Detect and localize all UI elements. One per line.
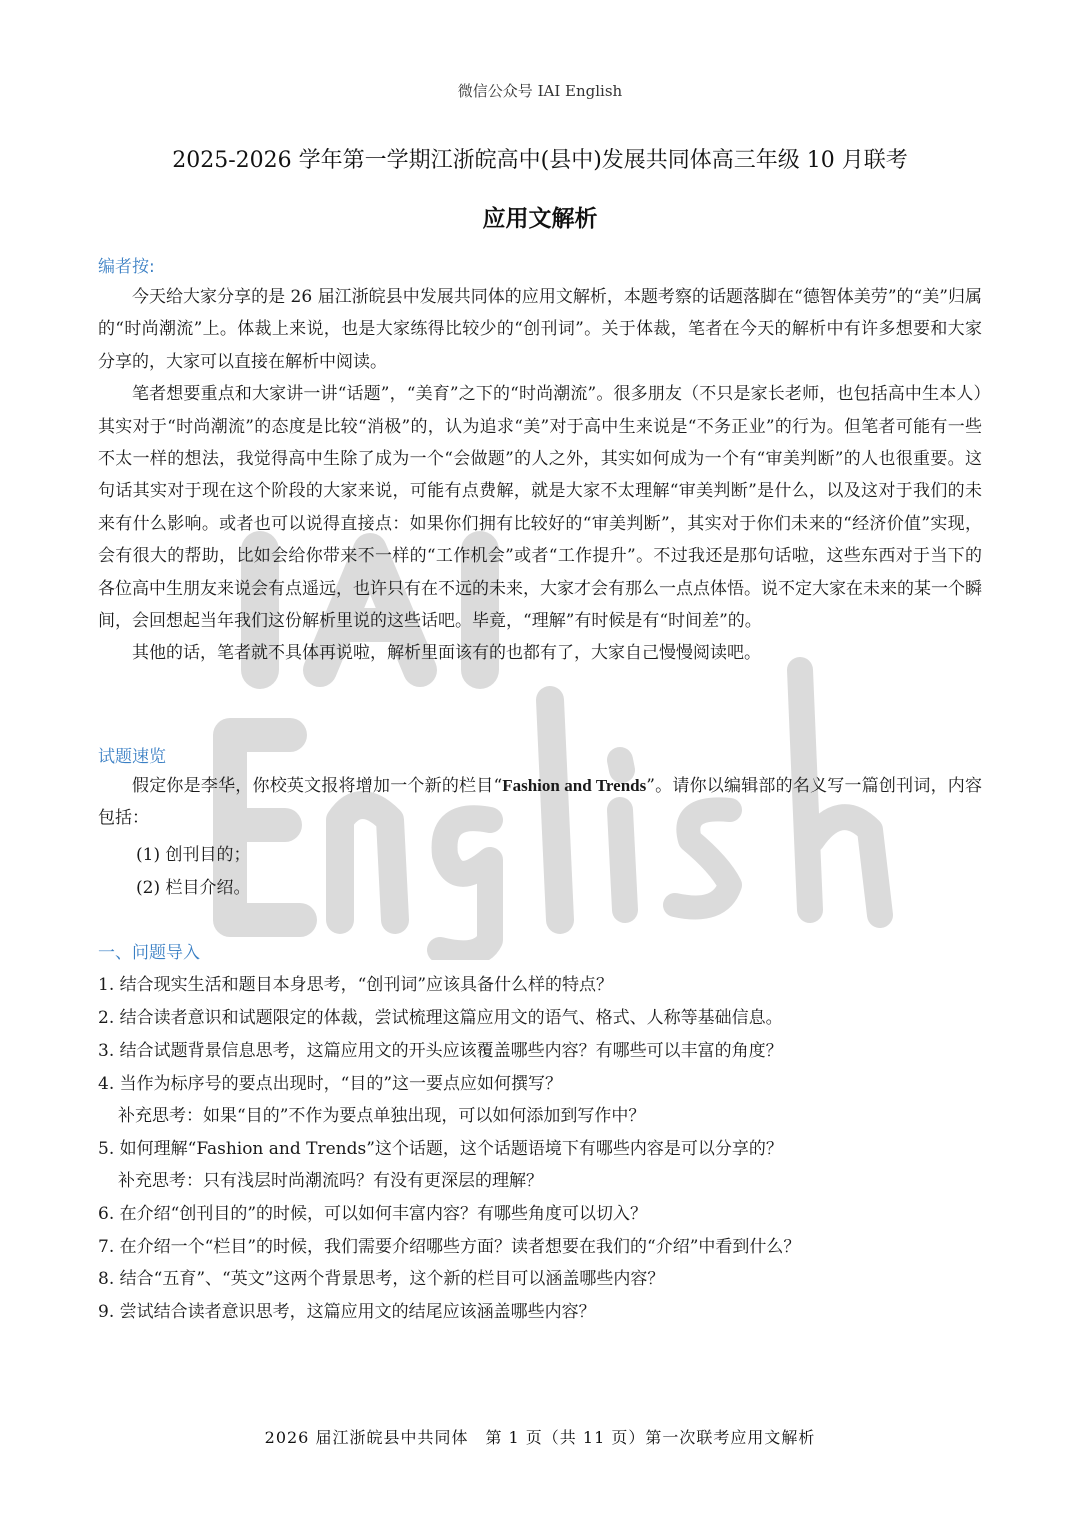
prompt-text: 假定你是李华，你校英文报将增加一个新的栏目“ [132,776,503,796]
question-item: 1. 结合现实生活和题目本身思考，“创刊词”应该具备什么样的特点？ [98,975,614,995]
question-item: 3. 结合试题背景信息思考，这篇应用文的开头应该覆盖哪些内容？有哪些可以丰富的角度？ [98,1041,783,1061]
question-item: 4. 当作为标序号的要点出现时，“目的”这一要点应如何撰写？ [98,1074,563,1094]
editor-note-paragraph: 今天给大家分享的是 26 届江浙皖县中发展共同体的应用文解析，本题考察的话题落脚在“德智体美劳”的“美”归属的“时尚潮流”上。体裁上来说，也是大家练得比较少的“创刊词”。关于体裁，笔者在今天的解析中有许多想要和大家分享的，大家可以直接在解析中阅读。 [98,287,982,372]
editor-note-heading: 编者按: [98,257,155,277]
supplementary-question: 补充思考：只有浅层时尚潮流吗？有没有更深层的理解？ [118,1171,543,1191]
supplementary-question: 补充思考：如果“目的”不作为要点单独出现，可以如何添加到写作中？ [118,1106,646,1126]
question-item: 8. 结合“五育”、“英文”这两个背景思考，这个新的栏目可以涵盖哪些内容？ [98,1269,665,1289]
question-item: 5. 如何理解“Fashion and Trends”这个话题，这个话题语境下有哪些内容是可以分享的？ [98,1139,783,1159]
page-subtitle: 应用文解析 [482,206,598,232]
overview-prompt [98,770,982,835]
questions-heading: 一、问题导入 [98,943,200,963]
question-item: 6. 在介绍“创刊目的”的时候，可以如何丰富内容？有哪些角度可以切入？ [98,1204,648,1224]
editor-note-body [98,281,982,670]
page-footer: 2026 届江浙皖县中共同体 第 1 页（共 11 页）第一次联考应用文解析 [264,1428,816,1447]
question-item: 7. 在介绍一个“栏目”的时候，我们需要介绍哪些方面？读者想要在我们的“介绍”中看到什么？ [98,1237,801,1257]
prompt-text: ”。请你以编辑部的名义写一篇创刊词，内容包括： [98,776,982,829]
editor-note-paragraph: 笔者想要重点和大家讲一讲“话题”，“美育”之下的“时尚潮流”。很多朋友（不只是家长老师，也包括高中生本人）其实对于“时尚潮流”的态度是比较“消极”的，认为追求“美”对于高中生来说是“不务正业”的行为。但笔者可能有一些不太一样的想法，我觉得高中生除了成为一个“会做题”的人之外，其实如何成为一个有“审美判断”的人也很重要。这句话其实对于现在这个阶段的大家来说，可能有点费解，就是大家不太理解“审美判断”是什么，以及这对于我们的未来有什么影响。或者也可以说得直接点：如果你们拥有比较好的“审美判断”，其实对于你们未来的“经济价值”实现，会有很大的帮助，比如会给你带来不一样的“工作机会”或者“工作提升”。不过我还是那句话啦，这些东西对于当下的各位高中生朋友来说会有点遥远，也许只有在不远的未来，大家才会有那么一点点体悟。说不定大家在未来的某一个瞬间，会回想起当年我们这份解析里说的这些话吧。毕竟，“理解”有时候是有“时间差”的。 [98,384,982,632]
header-note: 微信公众号 IAI English [457,82,623,100]
column-name: Fashion and Trends [502,776,647,795]
page-title: 2025-2026 学年第一学期江浙皖高中(县中)发展共同体高三年级 10 月联考 [172,148,908,173]
question-item: 2. 结合读者意识和试题限定的体裁，尝试梳理这篇应用文的语气、格式、人称等基础信息。 [98,1008,783,1028]
overview-heading: 试题速览 [98,747,166,767]
question-item: 9. 尝试结合读者意识思考，这篇应用文的结尾应该涵盖哪些内容？ [98,1302,596,1322]
editor-note-paragraph: 其他的话，笔者就不具体再说啦，解析里面该有的也都有了，大家自己慢慢阅读吧。 [132,643,761,664]
requirement-item: (2) 栏目介绍。 [136,878,251,898]
requirement-item: (1) 创刊目的； [136,845,251,865]
